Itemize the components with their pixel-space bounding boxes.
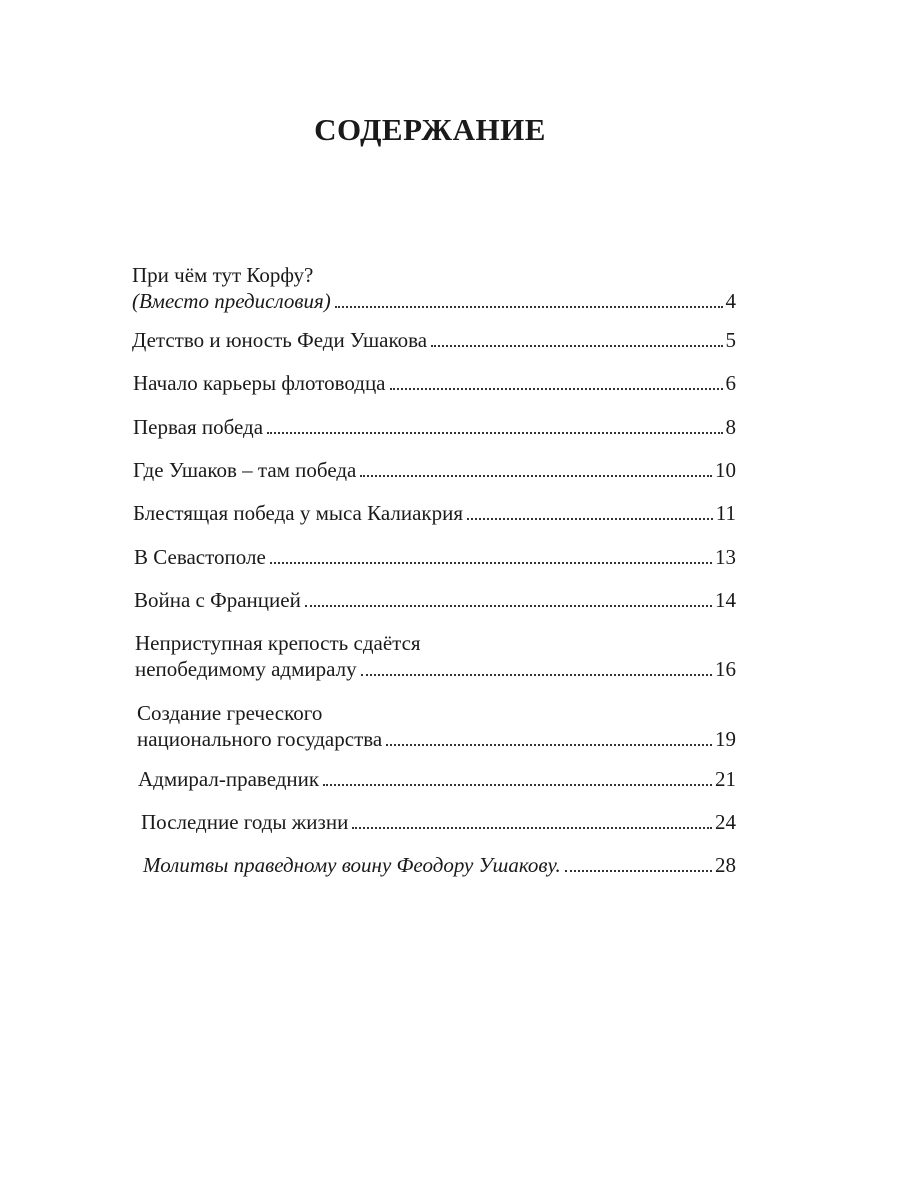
dot-leader (352, 827, 712, 829)
toc-page-number: 19 (715, 727, 736, 751)
toc-entry-title: Где Ушаков – там победа (133, 458, 357, 482)
toc-page-number: 5 (725, 328, 736, 352)
toc-page-number: 11 (715, 501, 736, 525)
dot-leader (386, 744, 712, 746)
toc-entry-title: При чём тут Корфу? (132, 263, 314, 287)
dot-leader (305, 605, 712, 607)
toc-entry (135, 630, 736, 682)
toc-entry-title: В Севастополе (134, 545, 266, 569)
toc-page-number: 13 (715, 545, 736, 569)
dot-leader (565, 870, 712, 872)
toc-page-number: 4 (725, 289, 736, 313)
toc-page-number: 28 (715, 853, 736, 877)
dot-leader (267, 432, 722, 434)
toc-entry-subtitle: (Вместо предисловия) (132, 289, 331, 313)
toc-entry (133, 457, 736, 483)
toc-entry-title: Война с Францией (134, 588, 301, 612)
toc-entry-subtitle: национального государства (137, 727, 383, 751)
dot-leader (431, 345, 722, 347)
toc-entry-subtitle: непобедимому адмиралу (135, 657, 357, 681)
toc-entry (141, 809, 736, 835)
toc-page-number: 14 (715, 588, 736, 612)
toc-entry-title: Создание греческого (137, 701, 323, 725)
toc-entry (143, 852, 736, 878)
dot-leader (360, 475, 712, 477)
dot-leader (390, 388, 723, 390)
toc-entry (134, 587, 736, 613)
toc-entry-title: Неприступная крепость сдаётся (135, 631, 421, 655)
toc-entry-title: Адмирал-праведник (138, 767, 320, 791)
dot-leader (361, 674, 712, 676)
toc-entry-title: Детство и юность Феди Ушакова (132, 328, 428, 352)
toc-entry-title: Молитвы праведному воину Феодору Ушакову. (143, 853, 561, 877)
toc-entry-title: Блестящая победа у мыса Калиакрия (133, 501, 464, 525)
dot-leader (323, 784, 712, 786)
toc-page-number: 16 (715, 657, 736, 681)
toc-entry-title: Последние годы жизни (141, 810, 349, 834)
page-title: СОДЕРЖАНИЕ (314, 112, 546, 147)
toc-page-number: 10 (715, 458, 736, 482)
toc-entry (133, 414, 736, 440)
toc-entry (133, 500, 736, 526)
toc-entry (134, 544, 736, 570)
toc-page-number: 21 (715, 767, 736, 791)
dot-leader (270, 562, 712, 564)
toc-entry (132, 262, 736, 314)
toc-entry-title: Начало карьеры флотоводца (133, 371, 386, 395)
toc-entry-title: Первая победа (133, 415, 264, 439)
toc-page-number: 8 (725, 415, 736, 439)
toc-entry (133, 370, 736, 396)
toc-entry (137, 700, 736, 752)
toc-page-number: 6 (725, 371, 736, 395)
dot-leader (335, 306, 723, 308)
dot-leader (467, 518, 713, 520)
toc-entry (132, 327, 736, 353)
toc-entry (138, 766, 736, 792)
toc-page-number: 24 (715, 810, 736, 834)
